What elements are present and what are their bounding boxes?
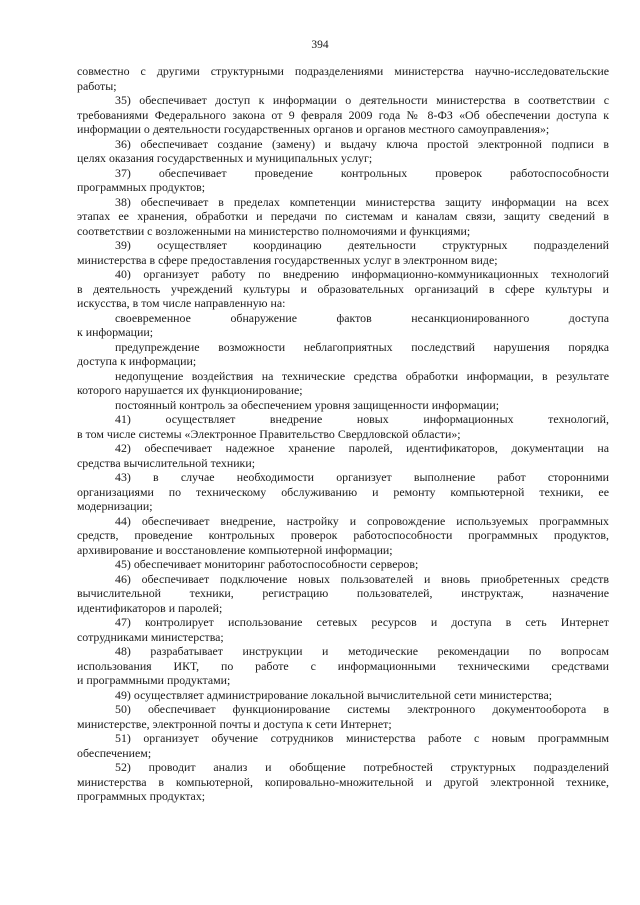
text-line: в деятельность учреждений культуры и образовательных организаций в сфере культуры и [77, 281, 609, 296]
text-line: 45) обеспечивает мониторинг работоспособности серверов; [115, 557, 419, 571]
text-line: требованиями Федерального закона от 9 февраля 2009 года № 8-ФЗ «Об обеспечении доступа к [77, 107, 609, 122]
paragraph [77, 267, 609, 311]
text-line: программных продуктах; [77, 789, 206, 803]
paragraph [77, 572, 609, 616]
text-line: 50) обеспечивает функционирование системы электронного документооборота в [115, 702, 609, 716]
text-line: постоянный контроль за обеспечением уровня защищенности информации; [115, 397, 500, 412]
text-line: недопущение воздействия на технические средства обработки информации, в результате [115, 368, 609, 383]
paragraph [77, 702, 609, 731]
text-line: 35) обеспечивает доступ к информации о деятельности министерства в соответствии с [115, 93, 609, 107]
text-line: и программными продуктами; [77, 673, 231, 687]
text-line: 43) в случае необходимости организует выполнение работ сторонними [115, 470, 609, 484]
text-line: модернизации; [77, 499, 153, 513]
text-line: вычислительной техники, регистрацию пользователей, инструктаж, назначение [77, 586, 609, 600]
paragraph [77, 615, 609, 644]
text-line: своевременное обнаружение фактов несанкционированного доступа [115, 310, 609, 325]
text-line: 39) осуществляет координацию деятельности структурных подразделений [115, 238, 609, 252]
paragraph [77, 166, 609, 195]
text-line: 49) осуществляет администрирование локальной вычислительной сети министерства; [115, 687, 553, 702]
paragraph [77, 369, 609, 398]
page-number: 394 [311, 39, 329, 51]
paragraph [77, 340, 609, 369]
paragraph [77, 760, 609, 804]
body-text [77, 64, 609, 804]
text-line: 46) обеспечивает подключение новых пользователей и вновь приобретенных средств [115, 571, 609, 586]
paragraph [77, 93, 609, 137]
paragraph [77, 311, 609, 340]
text-line: 48) разрабатывает инструкции и методические рекомендации по вопросам [115, 644, 609, 658]
text-line: соответствии с возложенными на министерство полномочиями и функциями; [77, 223, 471, 238]
text-line: 44) обеспечивает внедрение, настройку и сопровождение используемых программных [115, 513, 609, 528]
text-line: министерстве, электронной почты и доступа к сети Интернет; [77, 716, 392, 731]
text-line: 36) обеспечивает создание (замену) и выдачу ключа простой электронной подписи в [115, 136, 609, 151]
paragraph [77, 731, 609, 760]
paragraph [77, 137, 609, 166]
text-line: сотрудниками министерства; [77, 629, 224, 644]
text-line: работы; [77, 78, 117, 93]
text-line: информации о деятельности государственных органов и органов местного самоуправления»; [77, 122, 550, 136]
text-line: в том числе системы «Электронное Правительство Свердловской области»; [77, 426, 461, 441]
text-line: к информации; [77, 325, 154, 339]
text-line: использования ИКТ, по работе с информационными техническими средствами [77, 658, 609, 673]
text-line: 40) организует работу по внедрению информационно-коммуникационных технологий [115, 267, 609, 281]
text-line: идентификаторов и паролей; [77, 600, 223, 615]
text-line: организациями по техническому обслуживанию и ремонту компьютерной техники, ее [77, 484, 609, 499]
text-line: министерства в компьютерной, копировально-множительной и другой электронной технике, [77, 774, 609, 789]
paragraph [77, 557, 609, 572]
text-line: средств, проведение контрольных проверок работоспособности программных продуктов, [77, 528, 609, 542]
text-line: целях оказания государственных и муниципальных услуг; [77, 151, 373, 165]
paragraph [77, 398, 609, 413]
text-line: министерства в сфере предоставления государственных услуг в электронном виде; [77, 252, 498, 267]
paragraph [77, 514, 609, 558]
paragraph [77, 688, 609, 703]
text-line: средства вычислительной техники; [77, 455, 256, 470]
paragraph [77, 644, 609, 688]
text-line: искусства, в том числе направленную на: [77, 296, 286, 310]
text-line: предупреждение возможности неблагоприятных последствий нарушения порядка [115, 339, 609, 354]
text-line: 47) контролирует использование сетевых ресурсов и доступа в сеть Интернет [115, 615, 609, 629]
paragraph [77, 470, 609, 514]
paragraph [77, 441, 609, 470]
text-line: этапах ее хранения, обработки и передачи по системам и каналам связи, защиту сведений в [77, 209, 609, 223]
text-line: 41) осуществляет внедрение новых информационных технологий, [115, 412, 609, 426]
text-line: 42) обеспечивает надежное хранение паролей, идентификаторов, документации на [115, 441, 609, 455]
text-line: программных продуктов; [77, 180, 206, 194]
text-line: 37) обеспечивает проведение контрольных проверок работоспособности [115, 165, 609, 180]
paragraph [77, 238, 609, 267]
text-line: обеспечением; [77, 745, 152, 760]
text-line: доступа к информации; [77, 354, 197, 368]
paragraph [77, 412, 609, 441]
paragraph [77, 64, 609, 93]
text-line: архивирование и восстановление компьютерной информации; [77, 542, 393, 557]
text-line: 38) обеспечивает в пределах компетенции министерства защиту информации на всех [115, 194, 609, 209]
text-line: 51) организует обучение сотрудников министерства работе с новым программным [115, 731, 609, 745]
paragraph [77, 195, 609, 239]
text-line: 52) проводит анализ и обобщение потребностей структурных подразделений [115, 760, 609, 774]
text-line: которого нарушается их функционирование; [77, 383, 303, 397]
text-line: совместно с другими структурными подразделениями министерства научно-исследовательские [77, 64, 609, 78]
